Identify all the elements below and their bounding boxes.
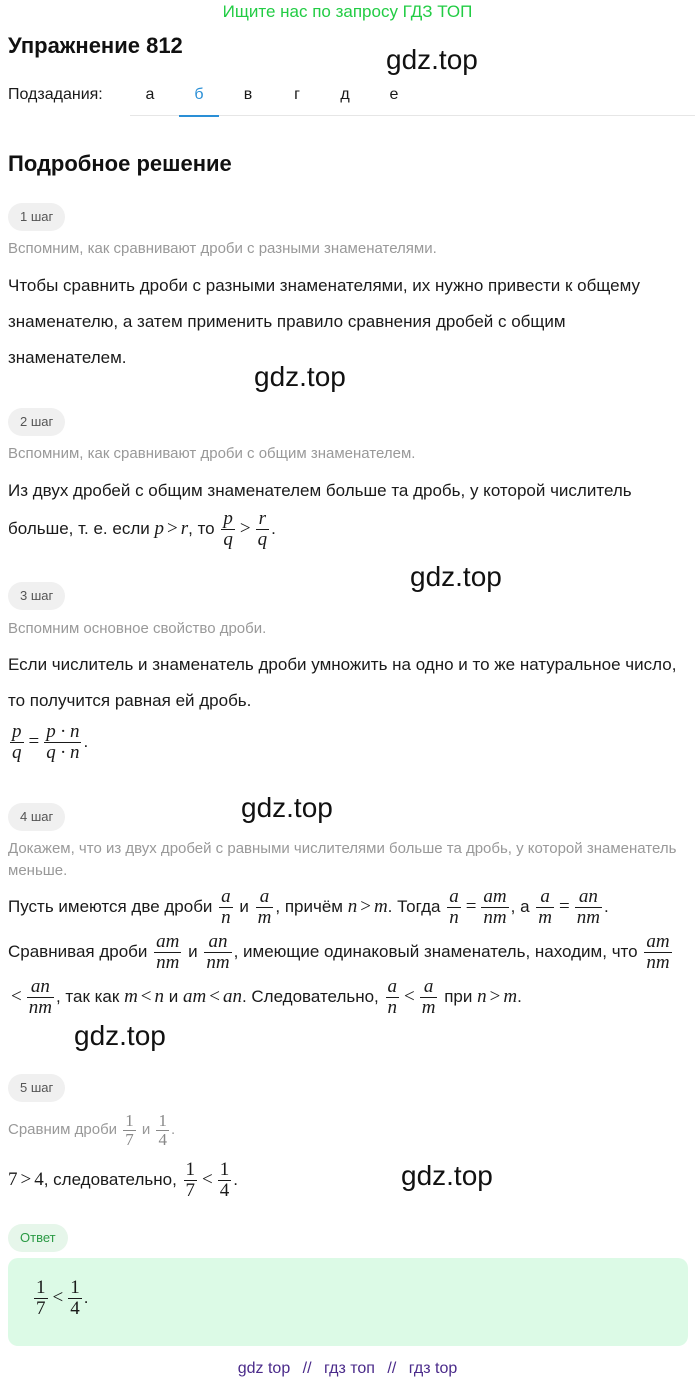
step-5-note-text: Сравним дроби — [8, 1121, 118, 1138]
step-4-t12: при — [444, 987, 473, 1006]
step-4-t11: . Следовательно, — [241, 987, 379, 1006]
fraction: $\frac{1}{4}$ — [70, 1277, 80, 1319]
step-1-note: Вспомним, как сравнивают дроби с разными знаменателями. — [8, 240, 437, 257]
tab-b[interactable]: б — [177, 86, 221, 116]
step-2-text-a: Из двух дробей с общим знаменателем больше та дробь, у которой числитель больше, т. е. если — [8, 481, 632, 538]
fraction: $\frac{a}{m}$ — [257, 886, 272, 929]
footer-link-gdz-top-ru[interactable]: гдз топ — [324, 1360, 375, 1377]
fraction: $\frac{an}{nm}$ — [576, 886, 600, 929]
step-5-text-body: , следовательно, — [43, 1170, 177, 1189]
fraction: $\frac{p \cdot n}{q \cdot n}$ — [46, 721, 80, 763]
step-4-t10: и — [168, 987, 179, 1006]
watermark: gdz.top — [386, 44, 478, 75]
subtasks-label: Подзадания: — [8, 86, 103, 103]
step-4-t2: и — [239, 897, 249, 916]
step-4-t6: . Сравнивая дроби — [8, 897, 609, 961]
fraction: $\frac{a}{m}$ — [538, 886, 553, 929]
step-4-t4: . Тогда — [387, 897, 441, 916]
footer-links — [0, 1360, 695, 1378]
fraction: $\frac{a}{n}$ — [449, 886, 459, 929]
step-4-note: Докажем, что из двух дробей с равными числителями больше та дробь, у которой знаменатель меньше. — [8, 840, 677, 879]
fraction: $\frac{p}{q}$ — [223, 508, 233, 550]
fraction: $\frac{1}{7}$ — [125, 1110, 134, 1149]
tab-e[interactable]: е — [389, 86, 399, 103]
watermark: gdz.top — [74, 1020, 166, 1051]
footer-link-gdz-top-mixed[interactable]: гдз top — [408, 1360, 458, 1377]
section-title: Подробное решение — [8, 151, 232, 176]
step-4-t7: и — [188, 942, 198, 961]
page-title: Упражнение 812 — [8, 33, 183, 58]
watermark: gdz.top — [241, 792, 333, 823]
watermark: gdz.top — [254, 361, 346, 392]
step-3-text: Если числитель и знаменатель дроби умножить на одно и то же натуральное число, то получится равная ей дробь. — [8, 655, 677, 710]
fraction: $\frac{a}{n}$ — [387, 976, 398, 1019]
step-4-t8: , имеющие одинаковый знаменатель, находим, что — [233, 942, 638, 961]
subtasks-bar — [8, 78, 688, 116]
fraction: $\frac{1}{4}$ — [158, 1110, 167, 1149]
fraction: $\frac{1}{7}$ — [185, 1159, 196, 1202]
step-4-t3: , причём — [275, 897, 343, 916]
promo-banner[interactable]: Ищите нас по запросу ГДЗ ТОП — [222, 2, 473, 21]
fraction: $\frac{an}{nm}$ — [206, 931, 230, 974]
step-2-text: Из двух дробей с общим знаменателем больше та дробь, у которой числитель больше, т. е. если p > r, то $\frac{p}{q}$ > $\frac{r}{q}$ . — [8, 481, 632, 550]
fraction: $\frac{a}{m}$ — [421, 976, 436, 1019]
step-4-t5: , а — [510, 897, 530, 916]
fraction: $\frac{an}{nm}$ — [28, 976, 52, 1019]
answer-box — [8, 1258, 688, 1346]
step-3-note: Вспомним основное свойство дроби. — [8, 620, 267, 637]
step-1-badge: 1 шаг — [8, 203, 65, 231]
step-2-text-b: , то — [188, 518, 215, 538]
fraction: $\frac{am}{nm}$ — [646, 931, 670, 974]
footer-separator: // — [302, 1360, 312, 1377]
step-5-note-and: и — [141, 1121, 151, 1138]
step-3-formula: $\frac{p}{q}$ = $\frac{p \cdot n}{q \cdot n}$ . — [12, 721, 89, 763]
step-1-text: Чтобы сравнить дроби с разными знаменателями, их нужно привести к общему знаменателю, а затем применить правило сравнения дробей с общим знаменателем. — [8, 276, 640, 367]
fraction: $\frac{am}{nm}$ — [483, 886, 507, 929]
tab-a[interactable]: а — [145, 86, 155, 103]
tab-g[interactable]: г — [294, 86, 300, 103]
fraction: $\frac{1}{4}$ — [219, 1159, 230, 1202]
fraction: $\frac{a}{n}$ — [221, 886, 231, 929]
answer-formula: $\frac{1}{7}$ < $\frac{1}{4}$ . — [36, 1277, 89, 1319]
fraction: $\frac{r}{q}$ — [257, 508, 268, 550]
step-3-badge: 3 шаг — [8, 582, 65, 610]
tab-v[interactable]: в — [243, 86, 253, 103]
step-2-note: Вспомним, как сравнивают дроби с общим знаменателем. — [8, 445, 416, 462]
watermark: gdz.top — [401, 1160, 493, 1191]
step-5-badge: 5 шаг — [8, 1074, 65, 1102]
step-2-badge: 2 шаг — [8, 408, 65, 436]
step-4-badge: 4 шаг — [8, 803, 65, 831]
step-4-t9: , так как — [55, 987, 120, 1006]
tab-d[interactable]: д — [340, 86, 350, 103]
step-5-note: Сравним дроби $\frac{1}{7}$ и $\frac{1}{4}$ . — [8, 1110, 176, 1149]
answer-badge: Ответ — [8, 1224, 68, 1252]
step-5-text: 7 > 4, следовательно, $\frac{1}{7}$ < $\frac{1}{4}$ . — [8, 1159, 238, 1202]
step-4-t1: Пусть имеются две дроби — [8, 897, 213, 916]
fraction: $\frac{am}{nm}$ — [156, 931, 180, 974]
fraction: $\frac{p}{q}$ — [12, 721, 22, 763]
step-4-text: Пусть имеются две дроби $\frac{a}{n}$ и $\frac{a}{m}$ , причём n > m. Тогда $\frac{a}{n}$ = $\frac{am}{nm}$ , а $\frac{a}{m}$ = $\frac{an}{nm}$ . Сравнивая дроби $\frac{am}{nm}$ и $\frac{an}{nm}$ , имеющие одинаковый знаменатель, находим, что $\frac{am}{nm}$ < $\frac{an}{nm}$ , так как m < n и am < an. Следовательно, $\frac{a}{n}$ < $\frac{a}{m}$ при n > m. — [8, 886, 670, 1019]
watermark: gdz.top — [410, 561, 502, 592]
fraction: $\frac{1}{7}$ — [36, 1277, 46, 1319]
footer-separator: // — [387, 1360, 397, 1377]
footer-link-gdz-top[interactable]: gdz top — [237, 1360, 291, 1377]
